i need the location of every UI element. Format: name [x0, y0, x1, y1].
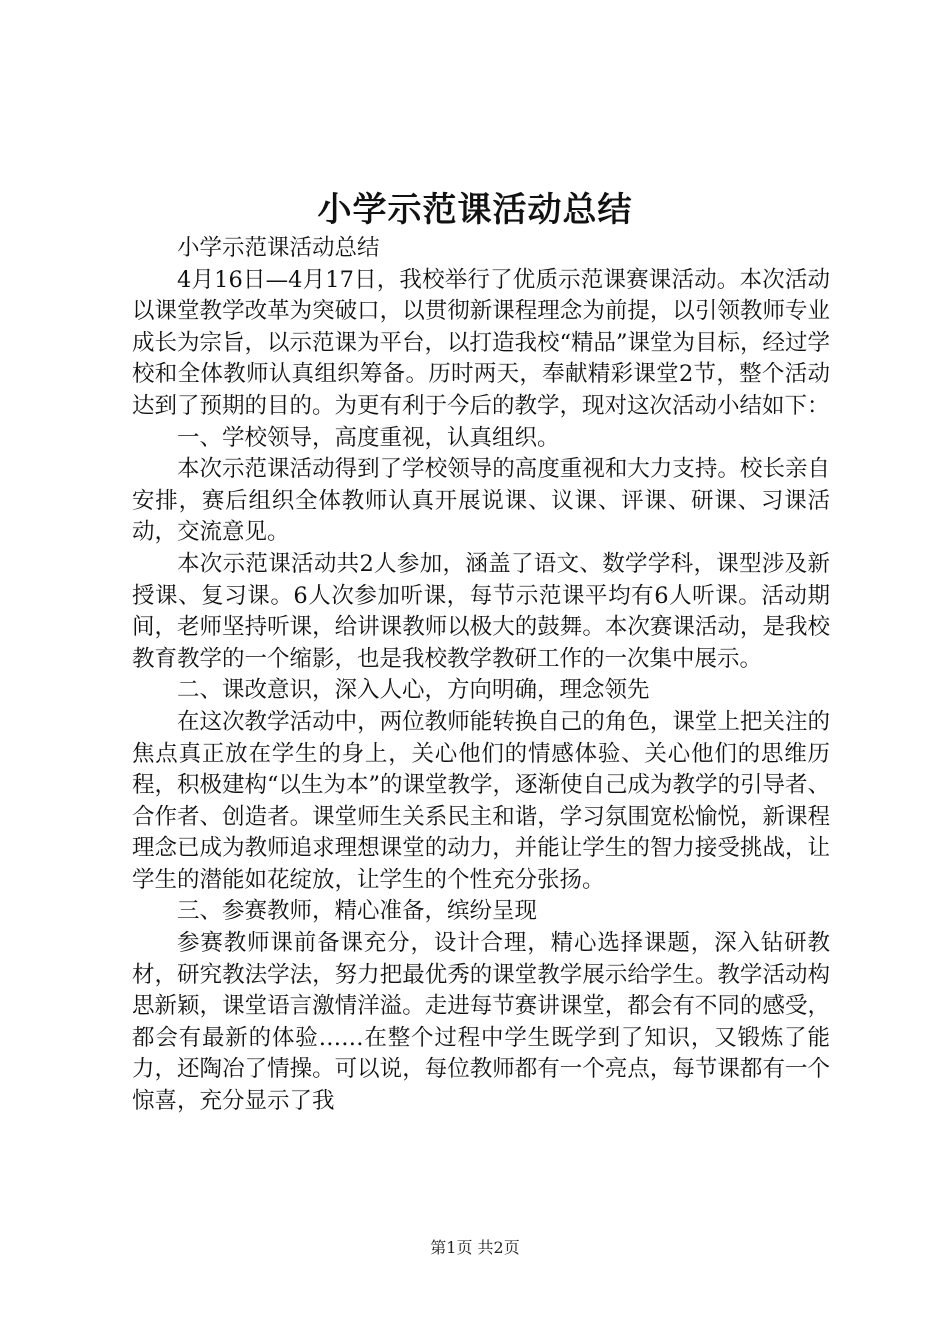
document-body	[132, 233, 830, 1118]
paragraph: 本次示范课活动共2人参加，涵盖了语文、数学学科，课型涉及新授课、复习课。6人次参加听课，每节示范课平均有6人听课。活动期间，老师坚持听课，给讲课教师以极大的鼓舞。本次赛课活动，是我校教育教学的一个缩影，也是我校教学教研工作的一次集中展示。	[132, 550, 830, 672]
section-heading: 二、课改意识，深入人心，方向明确，理念领先	[177, 677, 650, 704]
paragraph: 参赛教师课前备课充分，设计合理，精心选择课题，深入钻研教材，研究教法学法，努力把最优秀的课堂教学展示给学生。教学活动构思新颖，课堂语言激情洋溢。走进每节赛讲课堂，都会有不同的感受，都会有最新的体验……在整个过程中学生既学到了知识，又锻炼了能力，还陶冶了情操。可以说，每位教师都有一个亮点，每节课都有一个惊喜，充分显示了我	[132, 930, 830, 1115]
page-number-footer: 第1页 共2页	[430, 1238, 520, 1257]
section-heading: 三、参赛教师，精心准备，缤纷呈现	[177, 898, 538, 925]
paragraph: 小学示范课活动总结	[177, 235, 380, 261]
section-heading: 一、学校领导，高度重视，认真组织。	[177, 424, 560, 451]
paragraph: 4月16日—4月17日，我校举行了优质示范课赛课活动。本次活动以课堂教学改革为突破口，以贯彻新课程理念为前提，以引领教师专业成长为宗旨，以示范课为平台，以打造我校“精品”课堂为目标，经过学校和全体教师认真组织筹备。历时两天，奉献精彩课堂2节，整个活动达到了预期的目的。为更有利于今后的教学，现对这次活动小结如下：	[132, 266, 831, 419]
paragraph: 本次示范课活动得到了学校领导的高度重视和大力支持。校长亲自安排，赛后组织全体教师认真开展说课、议课、评课、研课、习课活动，交流意见。	[132, 456, 830, 546]
paragraph: 在这次教学活动中，两位教师能转换自己的角色，课堂上把关注的焦点真正放在学生的身上，关心他们的情感体验、关心他们的思维历程，积极建构“以生为本”的课堂教学，逐渐使自己成为教学的引导者、合作者、创造者。课堂师生关系民主和谐，学习氛围宽松愉悦，新课程理念已成为教师追求理想课堂的动力，并能让学生的智力接受挑战，让学生的潜能如花绽放，让学生的个性充分张扬。	[132, 708, 831, 893]
document-title: 小学示范课活动总结	[317, 190, 633, 230]
